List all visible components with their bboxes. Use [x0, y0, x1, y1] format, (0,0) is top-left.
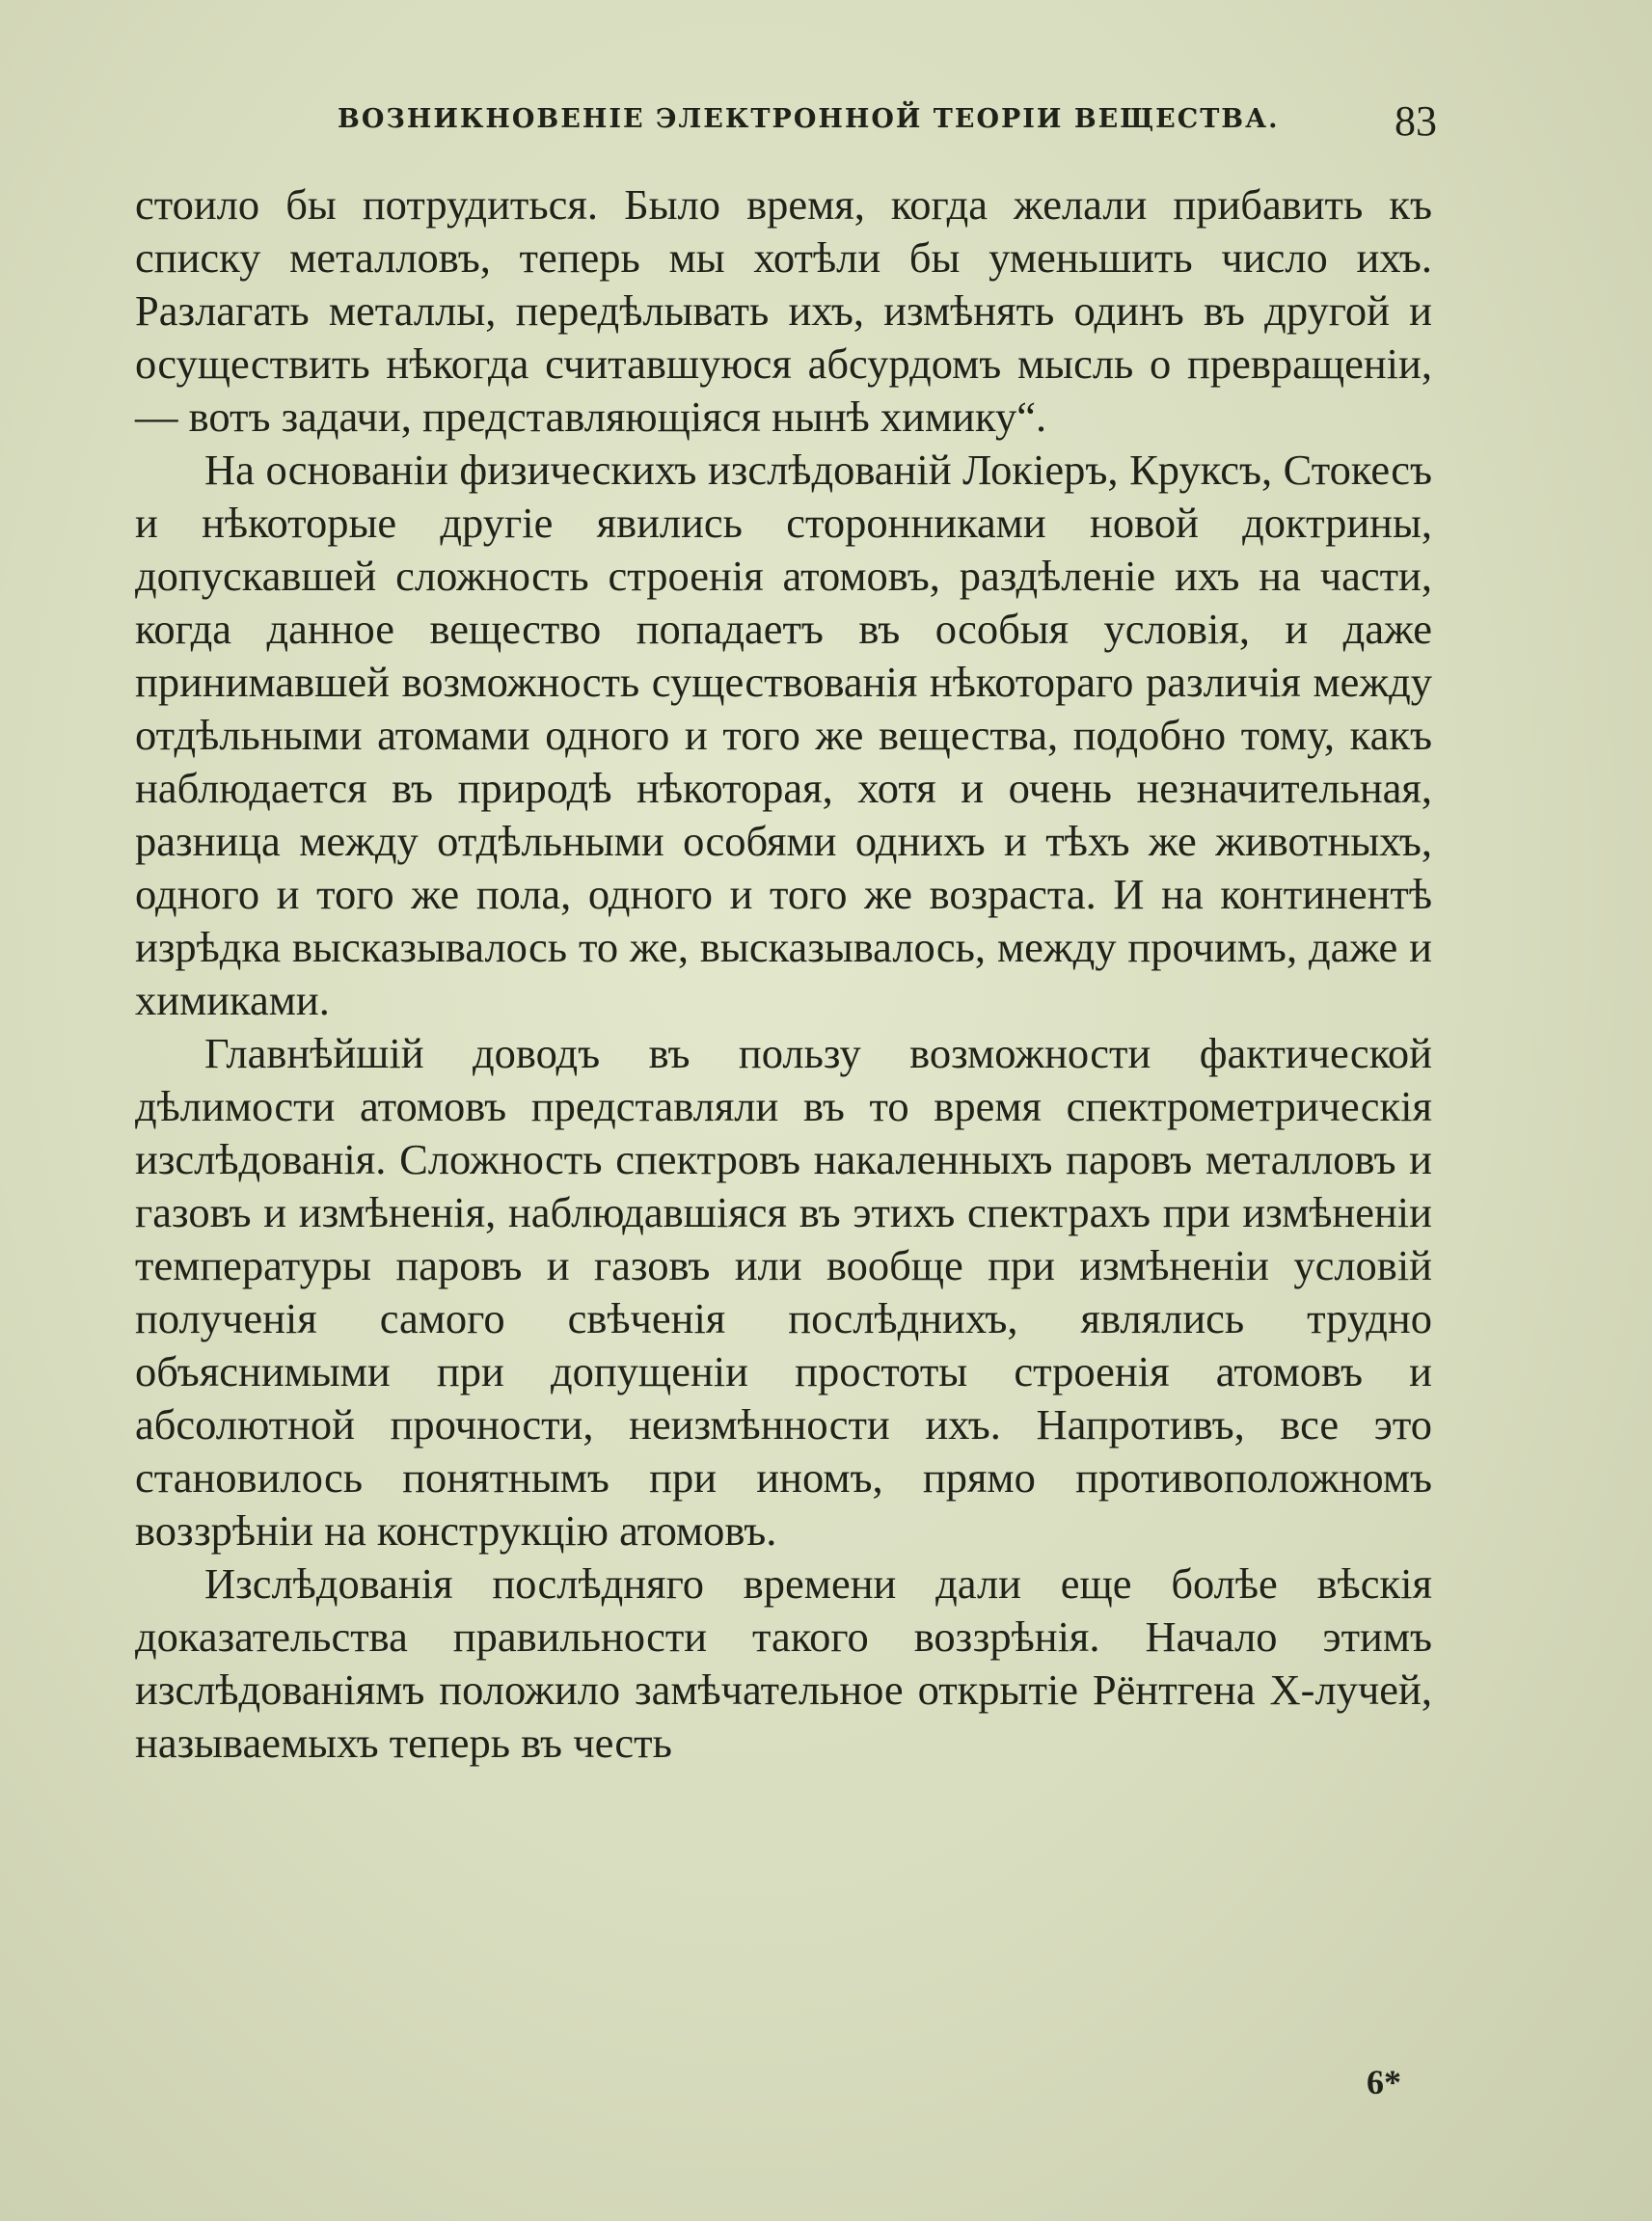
running-title: ВОЗНИКНОВЕНІЕ ЭЛЕКТРОННОЙ ТЕОРІИ ВЕЩЕСТВА. [338, 104, 1280, 134]
paragraph: Изслѣдованія послѣдняго времени дали еще болѣе вѣскія доказательства правильности такого воззрѣнія. Начало этимъ изслѣдованіямъ положило замѣчательное открытіе Рёнтгена X-лучей, называемыхъ теперь въ честь [135, 1559, 1432, 1767]
paragraph-continuation: стоило бы потрудиться. Было время, когда желали прибавить къ списку металловъ, теперь мы хотѣли бы уменьшить число ихъ. Разлагать металлы, передѣлывать ихъ, измѣнять одинъ въ другой и осуществить нѣкогда считавшуюся абсурдомъ мысль о превращеніи,— вотъ задачи, представляющіяся нынѣ химику“. [135, 180, 1432, 441]
paragraph: Главнѣйшій доводъ въ пользу возможности фактической дѣлимости атомовъ представляли въ то время спектрометрическія изслѣдованія. Сложность спектровъ накаленныхъ паровъ металловъ и газовъ и измѣненія, наблюдавшіяся въ этихъ спектрахъ при измѣненіи температуры паровъ и газовъ или вообще при измѣненіи условій полученія самого свѣченія послѣднихъ, являлись трудно объяснимыми при допущеніи простоты строенія атомовъ и абсолютной прочности, неизмѣнности ихъ. Напротивъ, все это становилось понятнымъ при иномъ, прямо противоположномъ воззрѣніи на конструкцію атомовъ. [135, 1029, 1432, 1555]
paragraph: На основаніи физическихъ изслѣдованій Локіеръ, Круксъ, Стокесъ и нѣкоторые другіе явились сторонниками новой доктрины, допускавшей сложность строенія атомовъ, раздѣленіе ихъ на части, когда данное вещество попадаетъ въ особыя условія, и даже принимавшей возможность существованія нѣкотораго различія между отдѣльными атомами одного и того же вещества, подобно тому, какъ наблюдается въ природѣ нѣкоторая, хотя и очень незначительная, разница между отдѣльными особями однихъ и тѣхъ же животныхъ, одного и того же пола, одного и того же возраста. И на континентѣ изрѣдка высказывалось то же, высказывалось, между прочимъ, даже и химиками. [135, 446, 1432, 1024]
running-head [135, 96, 1437, 154]
page-number: 83 [1395, 97, 1437, 145]
body-text [135, 178, 1432, 1770]
signature-mark: 6* [1367, 2063, 1401, 2101]
